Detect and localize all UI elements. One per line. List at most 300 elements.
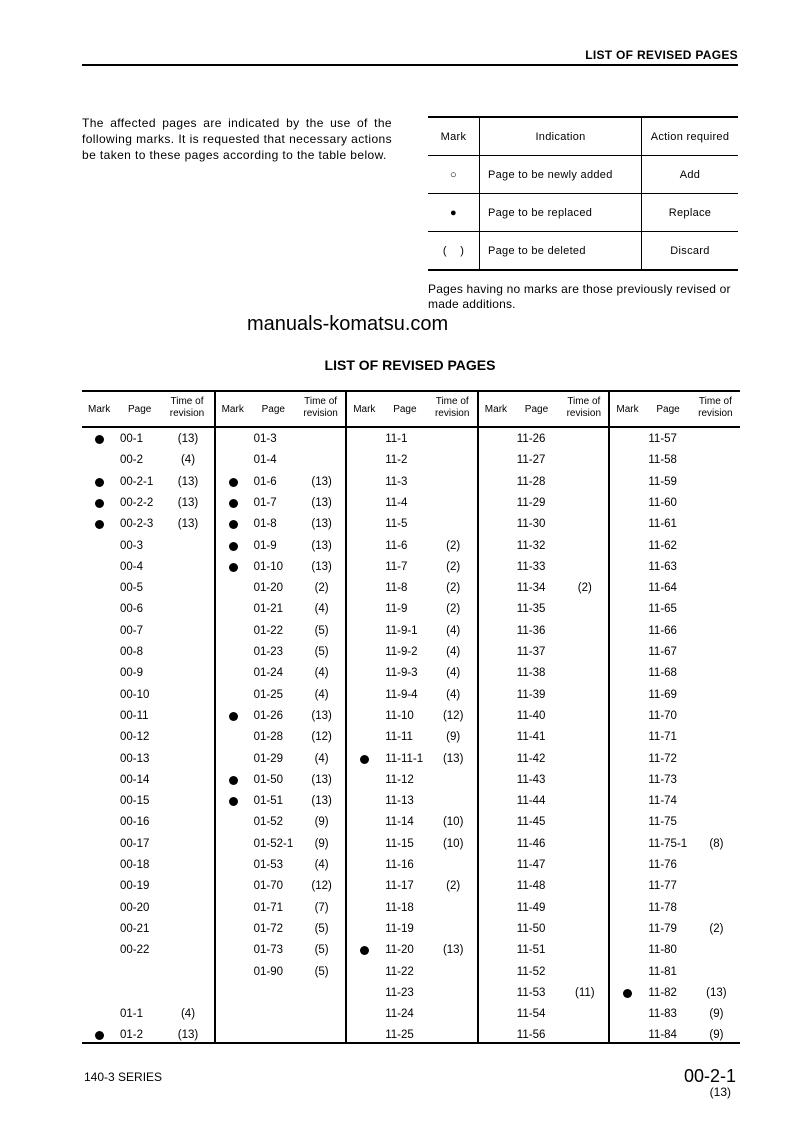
page-number: 11-13 <box>385 795 414 808</box>
table-row <box>216 537 346 558</box>
table-row <box>347 984 477 1005</box>
revision-number: (10) <box>442 837 464 850</box>
table-row <box>347 728 477 749</box>
table-row <box>610 686 740 707</box>
page-number: 11-36 <box>516 624 546 637</box>
page-number: 11-35 <box>516 603 546 616</box>
table-row <box>479 877 609 898</box>
header-page: Page <box>393 404 417 415</box>
table-row <box>610 643 740 664</box>
table-row <box>479 643 609 664</box>
page-number: 00-11 <box>120 709 149 722</box>
page-number: 11-40 <box>516 709 546 722</box>
page-number: 11-78 <box>648 901 677 914</box>
page-number: 11-72 <box>648 752 677 765</box>
legend-action: Replace <box>642 194 739 232</box>
filled-circle-icon <box>229 712 238 721</box>
revision-number: (13) <box>311 539 332 552</box>
page-number: 11-71 <box>648 731 677 744</box>
table-row <box>82 941 214 962</box>
table-row <box>216 515 346 536</box>
table-row <box>479 771 609 792</box>
table-row <box>610 771 740 792</box>
table-row <box>479 622 609 643</box>
table-row <box>216 963 346 984</box>
revised-pages-table <box>82 390 740 1044</box>
filled-circle-icon <box>229 520 238 529</box>
legend-header-mark: Mark <box>428 117 480 156</box>
table-row <box>347 664 477 685</box>
table-row <box>216 643 346 664</box>
page-number: 11-76 <box>648 859 677 871</box>
page-number: 11-63 <box>648 560 677 573</box>
table-row <box>347 579 477 600</box>
table-row <box>610 537 740 558</box>
table-row <box>347 771 477 792</box>
page-number: 00-4 <box>120 560 144 573</box>
table-column-group <box>608 392 740 1042</box>
table-row <box>82 963 214 984</box>
page-number: 11-11-1 <box>385 752 424 765</box>
table-row <box>82 451 214 472</box>
legend-action: Add <box>642 156 739 194</box>
page-number: 01-52-1 <box>253 837 294 850</box>
table-row <box>82 835 214 856</box>
table-row <box>479 558 609 579</box>
list-title: LIST OF REVISED PAGES <box>324 357 496 373</box>
footer-page-number: 00-2-1 <box>683 1066 736 1086</box>
page-number: 00-10 <box>120 688 150 701</box>
page-number: 11-30 <box>516 518 546 531</box>
page-number: 11-26 <box>516 433 546 445</box>
revision-number: (4) <box>180 454 196 467</box>
table-row <box>216 877 346 898</box>
table-row <box>610 813 740 834</box>
table-row <box>82 920 214 941</box>
table-row <box>82 750 214 771</box>
page-number: 01-9 <box>253 539 277 552</box>
table-row <box>216 835 346 856</box>
page-number: 11-84 <box>648 1029 677 1042</box>
page-number: 00-1 <box>120 433 144 445</box>
page-number: 11-16 <box>385 859 414 871</box>
revision-number: (12) <box>311 731 332 744</box>
revision-number: (7) <box>314 901 329 914</box>
column-header <box>347 392 477 426</box>
filled-circle-icon <box>229 797 238 806</box>
table-column-group <box>477 392 609 1042</box>
page-number: 11-50 <box>516 922 546 935</box>
revision-number: (4) <box>446 624 461 637</box>
page-number: 00-2-1 <box>120 475 154 488</box>
page-number: 01-1 <box>120 1008 144 1021</box>
table-row <box>610 707 740 728</box>
table-row <box>216 451 346 472</box>
table-row <box>216 600 346 621</box>
legend-header-row <box>428 117 738 156</box>
page-number: 00-14 <box>120 773 150 786</box>
legend-header-action: Action required <box>642 117 739 156</box>
legend-row <box>428 232 738 271</box>
table-row <box>82 1005 214 1026</box>
legend-header-indication: Indication <box>480 117 642 156</box>
table-row <box>479 728 609 749</box>
watermark: manuals-komatsu.com <box>247 313 449 335</box>
table-row <box>479 963 609 984</box>
header-rule <box>82 64 738 66</box>
revision-number: (9) <box>446 731 461 744</box>
page-number: 00-7 <box>120 624 144 637</box>
table-row <box>216 494 346 515</box>
table-row <box>216 771 346 792</box>
page-number: 11-23 <box>385 986 414 999</box>
filled-circle-icon <box>360 946 369 955</box>
header-page: Page <box>524 404 549 415</box>
table-row <box>216 941 346 962</box>
table-row <box>610 750 740 771</box>
table-row <box>82 984 214 1005</box>
page-number: 11-48 <box>516 880 546 893</box>
page-number: 01-28 <box>253 731 284 744</box>
table-row <box>479 750 609 771</box>
page-number: 01-26 <box>253 709 284 722</box>
page-number: 11-9 <box>385 603 408 616</box>
page-number: 00-17 <box>120 837 150 850</box>
page-number: 11-11 <box>385 731 413 744</box>
page-number: 11-18 <box>385 901 414 914</box>
page-number: 11-64 <box>648 582 677 595</box>
page-number: 11-56 <box>516 1029 546 1042</box>
table-row <box>216 813 346 834</box>
revision-number: (4) <box>446 688 461 701</box>
header-revision-line1: Time of <box>304 396 338 407</box>
page-number: 00-13 <box>120 752 150 765</box>
table-row <box>479 494 609 515</box>
filled-circle-icon: ● <box>428 194 480 232</box>
page-number: 11-58 <box>648 454 677 467</box>
page-number: 01-29 <box>253 752 284 765</box>
table-row <box>347 899 477 920</box>
page-number: 01-70 <box>253 880 284 893</box>
revision-number: (4) <box>314 859 329 871</box>
filled-circle-icon <box>95 520 104 529</box>
page-number: 01-21 <box>253 603 284 616</box>
table-row <box>347 537 477 558</box>
legend-row <box>428 194 738 232</box>
page-number: 11-80 <box>648 944 677 957</box>
table-row <box>347 473 477 494</box>
revision-number: (5) <box>314 624 329 637</box>
table-row <box>347 686 477 707</box>
page-number: 11-83 <box>648 1008 677 1021</box>
revision-number: (10) <box>442 816 464 829</box>
page-number: 01-51 <box>253 795 284 808</box>
table-row <box>347 856 477 877</box>
page-number: 11-17 <box>385 880 414 893</box>
filled-circle-icon <box>95 435 104 444</box>
revision-number: (12) <box>311 880 332 893</box>
page-number: 11-74 <box>648 795 677 808</box>
table-row <box>216 792 346 813</box>
page-number: 11-62 <box>648 539 677 552</box>
table-row <box>610 622 740 643</box>
page-number: 00-2-3 <box>120 518 154 531</box>
page-number: 11-19 <box>385 922 414 935</box>
table-row <box>610 856 740 877</box>
revision-number: (13) <box>177 496 199 509</box>
page-number: 01-25 <box>253 688 284 701</box>
revision-number: (13) <box>442 944 464 957</box>
table-row <box>610 728 740 749</box>
page-number: 01-20 <box>253 582 284 595</box>
header-mark: Mark <box>353 404 376 415</box>
table-row <box>610 558 740 579</box>
page-number: 11-3 <box>385 475 408 488</box>
table-row <box>479 984 609 1005</box>
page-number: 01-22 <box>253 624 284 637</box>
column-header <box>610 392 740 426</box>
table-row <box>610 515 740 536</box>
page-number: 00-2 <box>120 454 144 467</box>
table-row <box>610 1005 740 1026</box>
table-row <box>216 856 346 877</box>
page-number: 11-47 <box>516 859 546 871</box>
page-number: 00-16 <box>120 816 150 829</box>
table-row <box>82 813 214 834</box>
table-row <box>610 664 740 685</box>
table-row <box>479 473 609 494</box>
page-number: 11-46 <box>516 837 546 850</box>
page-number: 01-24 <box>253 667 284 680</box>
table-row <box>347 877 477 898</box>
header-revision-line1: Time of <box>435 396 469 407</box>
table-row <box>479 664 609 685</box>
header-revision-line1: Time of <box>170 396 204 407</box>
page-number: 11-77 <box>648 880 677 893</box>
header-revision-line1: Time of <box>698 396 732 407</box>
page-number: 11-38 <box>516 667 546 680</box>
page-number: 11-42 <box>516 752 546 765</box>
page-number: 11-33 <box>516 560 546 573</box>
filled-circle-icon <box>623 989 632 998</box>
table-row <box>82 643 214 664</box>
page-number: 11-54 <box>516 1008 546 1021</box>
table-row <box>347 941 477 962</box>
revision-number: (2) <box>446 560 461 573</box>
page-number: 01-10 <box>253 560 284 573</box>
filled-circle-icon <box>95 478 104 487</box>
table-row <box>479 920 609 941</box>
table-row <box>479 707 609 728</box>
table-row <box>82 899 214 920</box>
column-header <box>82 392 214 426</box>
page-number: 11-43 <box>516 773 546 786</box>
page-number: 01-52 <box>253 816 284 829</box>
filled-circle-icon <box>229 542 238 551</box>
open-circle-icon: ○ <box>428 156 480 194</box>
table-row <box>479 835 609 856</box>
filled-circle-icon <box>95 499 104 508</box>
page-number: 11-59 <box>648 475 677 488</box>
table-row <box>347 643 477 664</box>
revision-number: (5) <box>314 944 329 957</box>
page-number: 01-72 <box>253 922 284 935</box>
legend-indication: Page to be newly added <box>480 156 642 194</box>
revision-number: (13) <box>177 1029 199 1042</box>
table-row <box>610 835 740 856</box>
header-mark: Mark <box>88 404 111 415</box>
page-number: 00-21 <box>120 922 150 935</box>
filled-circle-icon <box>229 776 238 785</box>
table-row <box>610 1026 740 1047</box>
table-row <box>610 899 740 920</box>
header-revision-line1: Time of <box>567 396 601 407</box>
table-row <box>347 600 477 621</box>
header-revision <box>694 396 736 420</box>
table-row <box>479 537 609 558</box>
revision-number: (13) <box>177 475 199 488</box>
page-number: 01-53 <box>253 859 284 871</box>
revision-number: (13) <box>177 518 199 531</box>
revision-number: (13) <box>311 560 332 573</box>
table-row <box>347 622 477 643</box>
table-row <box>347 494 477 515</box>
table-row <box>479 792 609 813</box>
table-row <box>610 494 740 515</box>
page-number: 11-81 <box>648 965 677 978</box>
revision-number: (4) <box>314 603 329 616</box>
page-number: 01-90 <box>253 965 284 978</box>
page-number: 00-22 <box>120 944 150 957</box>
table-row <box>82 792 214 813</box>
table-row <box>347 1026 477 1047</box>
page-number: 11-28 <box>516 475 546 488</box>
table-row <box>347 451 477 472</box>
page-number: 00-6 <box>120 603 144 616</box>
legend-indication: Page to be replaced <box>480 194 642 232</box>
page-number: 01-8 <box>253 518 277 531</box>
table-row <box>479 941 609 962</box>
header-revision-line2: revision <box>698 408 733 419</box>
table-row <box>82 579 214 600</box>
table-row <box>347 707 477 728</box>
revision-number: (13) <box>311 773 332 786</box>
page-number: 00-2-2 <box>120 496 154 509</box>
page-number: 01-7 <box>253 496 277 509</box>
revision-number: (13) <box>311 518 332 531</box>
revision-number: (13) <box>311 795 332 808</box>
header-page: Page <box>656 404 680 415</box>
table-row <box>82 686 214 707</box>
revision-number: (9) <box>314 816 329 829</box>
filled-circle-icon <box>229 478 238 487</box>
page-number: 11-14 <box>385 816 414 829</box>
table-row <box>610 579 740 600</box>
page-number: 11-44 <box>516 795 546 808</box>
legend-row <box>428 156 738 194</box>
table-row <box>610 792 740 813</box>
header-revision-line2: revision <box>169 408 205 419</box>
page-number: 11-27 <box>516 454 546 467</box>
table-row <box>479 856 609 877</box>
legend-table <box>428 116 738 271</box>
table-row <box>347 920 477 941</box>
revision-number: (11) <box>574 986 595 999</box>
table-row <box>82 473 214 494</box>
revision-number: (13) <box>442 752 464 765</box>
page-number: 11-20 <box>385 944 414 957</box>
table-row <box>479 1005 609 1026</box>
page-number: 11-6 <box>385 539 408 552</box>
revision-number: (4) <box>314 688 329 701</box>
page-number: 01-2 <box>120 1029 144 1042</box>
table-row <box>82 537 214 558</box>
page-number: 11-45 <box>516 816 546 829</box>
page-number: 11-67 <box>648 646 677 658</box>
revision-number: (4) <box>314 667 329 680</box>
page-number: 11-61 <box>648 518 677 531</box>
page-number: 11-10 <box>385 709 414 722</box>
page-number: 00-9 <box>120 667 144 680</box>
table-row <box>610 963 740 984</box>
page-number: 11-60 <box>648 496 677 509</box>
table-row <box>479 515 609 536</box>
table-row <box>216 664 346 685</box>
page-number: 11-5 <box>385 518 408 531</box>
table-row <box>479 813 609 834</box>
page-number: 11-4 <box>385 496 408 509</box>
table-row <box>82 515 214 536</box>
page-number: 11-22 <box>385 965 414 978</box>
revision-number: (4) <box>314 752 329 765</box>
page-number: 11-65 <box>648 603 677 616</box>
table-column-group <box>345 392 477 1042</box>
page-number: 11-29 <box>516 496 546 509</box>
table-row <box>347 558 477 579</box>
page-number: 00-3 <box>120 539 144 552</box>
revision-number: (9) <box>709 1029 724 1042</box>
revision-number: (4) <box>446 667 461 680</box>
table-row <box>479 430 609 451</box>
table-row <box>216 750 346 771</box>
revision-number: (8) <box>709 837 724 850</box>
page-number: 11-24 <box>385 1008 414 1021</box>
table-row <box>82 771 214 792</box>
legend-action: Discard <box>642 232 739 271</box>
footer-series: 140-3 SERIES <box>84 1070 163 1084</box>
page-number: 11-12 <box>385 773 414 786</box>
page-number: 11-68 <box>648 667 677 680</box>
page-number: 11-53 <box>516 986 546 999</box>
page-number: 11-66 <box>648 624 677 637</box>
revision-number: (2) <box>446 582 461 595</box>
filled-circle-icon <box>229 499 238 508</box>
parentheses-mark: ( ) <box>428 232 480 271</box>
column-header <box>479 392 609 426</box>
table-row <box>347 1005 477 1026</box>
page-number: 11-9-2 <box>385 646 418 658</box>
page-number: 11-9-4 <box>385 688 418 701</box>
page-number: 11-1 <box>385 433 408 445</box>
page-number: 01-71 <box>253 901 284 914</box>
page-number: 00-12 <box>120 731 150 744</box>
table-row <box>82 600 214 621</box>
table-row <box>216 473 346 494</box>
table-row <box>610 473 740 494</box>
table-column-group <box>82 392 214 1042</box>
page-number: 11-75 <box>648 816 677 829</box>
page-number: 11-37 <box>516 646 546 658</box>
